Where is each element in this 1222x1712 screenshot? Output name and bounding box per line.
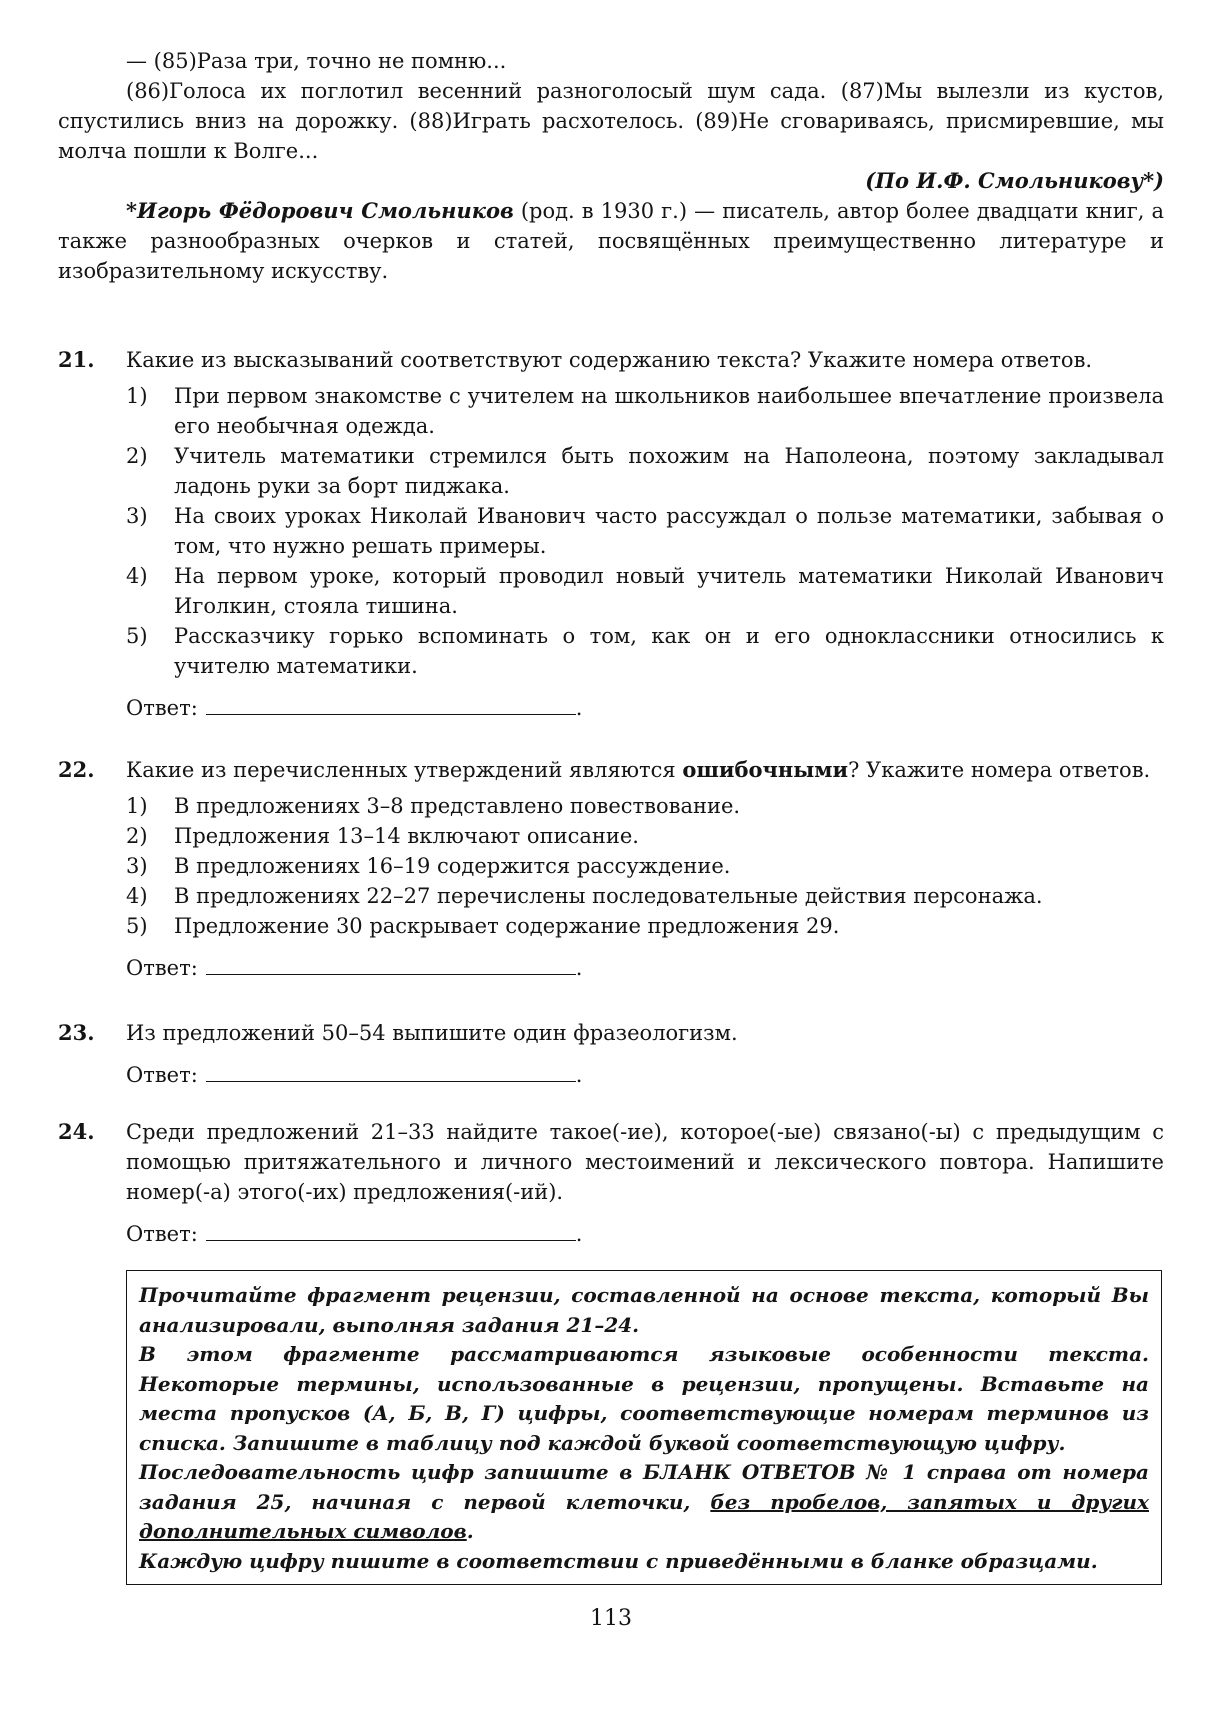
task-number: 21.	[58, 347, 95, 372]
option-text: В предложениях 22–27 перечислены последовательные действия персонажа.	[174, 884, 1043, 908]
instruction-paragraph-4: Каждую цифру пишите в соответствии с приведёнными в бланке образцами.	[139, 1548, 1098, 1573]
option-number: 1)	[126, 794, 148, 818]
option-text: В предложениях 16–19 содержится рассуждение.	[174, 854, 731, 878]
intro-text	[58, 46, 1164, 286]
answer-field[interactable]	[206, 954, 576, 975]
option	[126, 821, 1164, 851]
option-number: 2)	[126, 824, 148, 848]
answer-field[interactable]	[206, 1061, 576, 1082]
option	[126, 441, 1164, 501]
answer-label: Ответ:	[126, 696, 198, 720]
instruction-text: Последовательность цифр запишите в БЛАНК ОТВЕТОВ № 1 справа от номера задания 25, начиная с первой клеточки,	[139, 1460, 1149, 1514]
instruction-paragraph-3	[139, 1458, 1149, 1547]
answer-label: Ответ:	[126, 1063, 198, 1087]
option-number: 4)	[126, 884, 148, 908]
option	[126, 501, 1164, 561]
task-number: 22.	[58, 757, 95, 782]
intro-paragraph-86: (86)Голоса их поглотил весенний разноголосый шум сада. (87)Мы вылезли из кустов, спустились вниз на дорожку. (88)Играть расхотелось. (89)Не сговариваясь, присмиревшие, мы молча пошли к Волге...	[58, 79, 1164, 163]
task-24	[58, 1117, 1164, 1249]
option	[126, 851, 1164, 881]
intro-line-85: — (85)Раза три, точно не помню...	[126, 49, 507, 73]
option	[126, 621, 1164, 681]
answer-period: .	[575, 1222, 583, 1246]
instruction-box	[126, 1270, 1162, 1585]
page-number: 113	[590, 1606, 632, 1631]
option-number: 3)	[126, 854, 148, 878]
option-number: 3)	[126, 504, 148, 528]
option-number: 2)	[126, 444, 148, 468]
task-23	[58, 1018, 1164, 1090]
option-text: При первом знакомстве с учителем на школьников наибольшее впечатление произвела его необычная одежда.	[174, 384, 1164, 438]
question-emphasis: ошибочными	[682, 757, 849, 782]
instruction-period: .	[466, 1519, 474, 1543]
instruction-underlined: без пробелов, запятых и других дополнительных символов	[139, 1489, 1149, 1543]
question-text: ? Укажите номера ответов.	[848, 758, 1151, 782]
instruction-paragraph-1: Прочитайте фрагмент рецензии, составленной на основе текста, который Вы анализировали, выполняя задания 21–24.	[139, 1283, 1149, 1337]
option	[126, 911, 1164, 941]
option	[126, 791, 1164, 821]
option-number: 5)	[126, 624, 148, 648]
answer-row	[126, 1060, 1164, 1090]
task-question	[126, 755, 1164, 785]
author-name: *Игорь Фёдорович Смольников	[126, 198, 514, 223]
option	[126, 561, 1164, 621]
answer-field[interactable]	[206, 1220, 576, 1241]
task-number: 23.	[58, 1020, 95, 1045]
answer-field[interactable]	[206, 694, 576, 715]
instruction-paragraph-2: В этом фрагменте рассматриваются языковые особенности текста. Некоторые термины, использованные в рецензии, пропущены. Вставьте на места пропусков (А, Б, В, Г) цифры, соответствующие номерам терминов из списка. Запишите в таблицу под каждой буквой соответствующую цифру.	[139, 1342, 1149, 1455]
option-number: 5)	[126, 914, 148, 938]
source-attribution: (По И.Ф. Смольникову*)	[865, 168, 1164, 193]
task-22	[58, 755, 1164, 983]
option-text: Предложение 30 раскрывает содержание предложения 29.	[174, 914, 840, 938]
answer-period: .	[575, 696, 583, 720]
option	[126, 381, 1164, 441]
option	[126, 881, 1164, 911]
answer-row	[126, 953, 1164, 983]
question-text: Какие из перечисленных утверждений являются	[126, 758, 683, 782]
option-text: Рассказчику горько вспоминать о том, как он и его одноклассники относились к учителю математики.	[174, 624, 1164, 678]
answer-label: Ответ:	[126, 1222, 198, 1246]
task-question: Какие из высказываний соответствуют содержанию текста? Укажите номера ответов.	[126, 348, 1093, 372]
option-text: Учитель математики стремился быть похожим на Наполеона, поэтому закладывал ладонь руки за борт пиджака.	[174, 444, 1164, 498]
answer-row	[126, 1219, 1164, 1249]
option-text: На своих уроках Николай Иванович часто рассуждал о пользе математики, забывая о том, что нужно решать примеры.	[174, 504, 1164, 558]
answer-period: .	[575, 1063, 583, 1087]
option-text: На первом уроке, который проводил новый учитель математики Николай Иванович Иголкин, стояла тишина.	[174, 564, 1164, 618]
task-question: Среди предложений 21–33 найдите такое(-ие), которое(-ые) связано(-ы) с предыдущим с помощью притяжательного и личного местоимений и лексического повтора. Напишите номер(-а) этого(-их) предложения(-ий).	[126, 1120, 1164, 1204]
answer-period: .	[575, 956, 583, 980]
task-question: Из предложений 50–54 выпишите один фразеологизм.	[126, 1021, 738, 1045]
option-text: Предложения 13–14 включают описание.	[174, 824, 639, 848]
task-21	[58, 345, 1164, 723]
task-number: 24.	[58, 1119, 95, 1144]
option-number: 4)	[126, 564, 148, 588]
author-description: (род. в 1930 г.) — писатель, автор более двадцати книг, а также разнообразных очерков и статей, посвящённых преимущественно литературе и изобразительному искусству.	[58, 199, 1165, 283]
option-number: 1)	[126, 384, 148, 408]
answer-label: Ответ:	[126, 956, 198, 980]
answer-row	[126, 693, 1164, 723]
option-text: В предложениях 3–8 представлено повествование.	[174, 794, 741, 818]
author-footnote	[58, 196, 1164, 286]
